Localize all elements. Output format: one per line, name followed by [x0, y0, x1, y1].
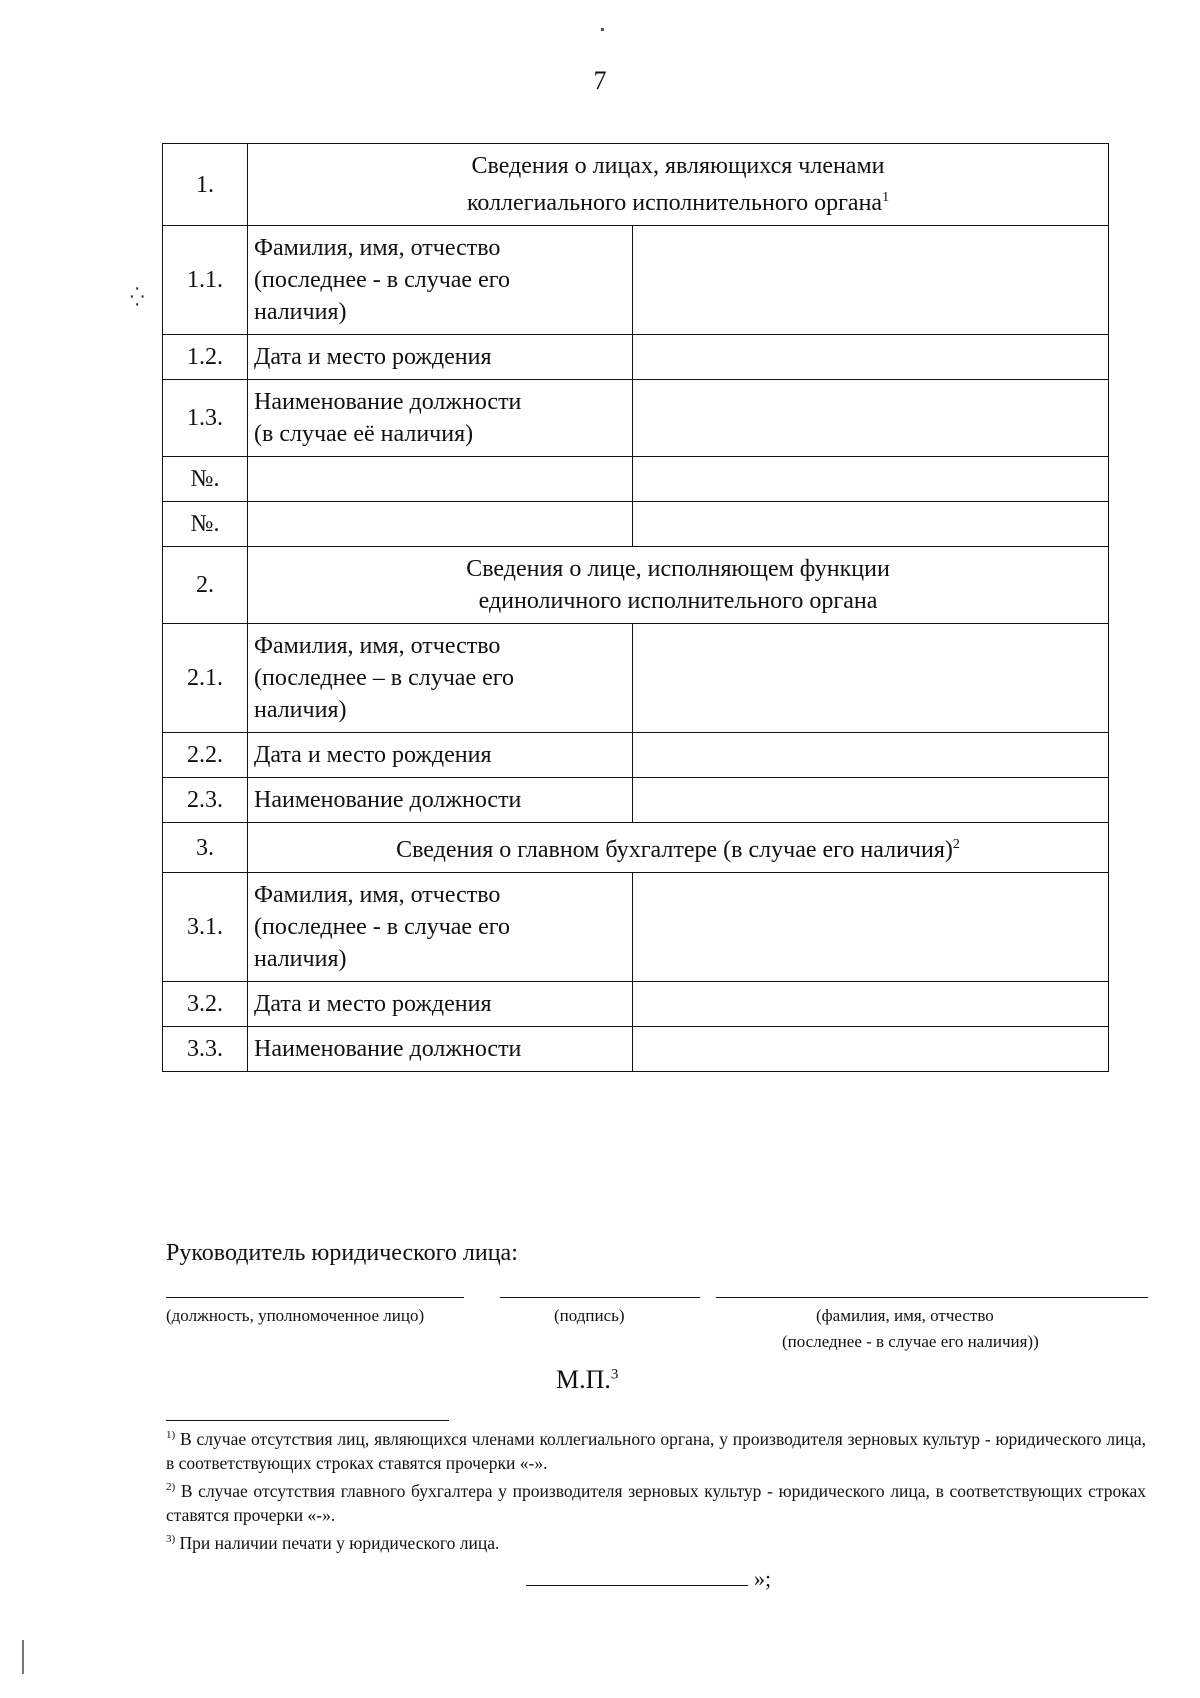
row-label	[248, 733, 633, 778]
value-cell[interactable]	[633, 335, 1109, 380]
row-label	[248, 335, 633, 380]
section-number: 2.	[163, 547, 248, 624]
section-title	[248, 547, 1109, 624]
head-title: Руководитель юридического лица:	[166, 1240, 518, 1266]
value-cell[interactable]	[633, 624, 1109, 733]
footnote-ref: 3	[610, 1366, 619, 1383]
row-label-line: наличия)	[254, 697, 347, 723]
table-row	[163, 380, 1109, 457]
footnote-text: В случае отсутствия лиц, являющихся членами коллегиального органа, у производителя зерновых культур - юридического лица, в соответствующих строках ставятся прочерки «-».	[166, 1428, 1147, 1473]
table-row	[163, 624, 1109, 733]
value-cell[interactable]	[633, 982, 1109, 1027]
section-title-line: Сведения о лице, исполняющем функции	[466, 556, 890, 582]
row-number: 1.1.	[163, 226, 248, 335]
value-cell[interactable]	[633, 733, 1109, 778]
section-title-line: коллегиального исполнительного органа	[466, 190, 883, 216]
row-label-line: Фамилия, имя, отчество	[254, 235, 501, 261]
row-label-line: Фамилия, имя, отчество	[254, 633, 501, 659]
value-cell[interactable]	[633, 502, 1109, 547]
row-label-line: Дата и место рождения	[254, 344, 492, 370]
row-number: 3.2.	[163, 982, 248, 1027]
row-label	[248, 380, 633, 457]
section-title	[248, 144, 1109, 226]
table-row	[163, 1027, 1109, 1072]
row-label-line: Фамилия, имя, отчество	[254, 882, 501, 908]
section-number: 3.	[163, 823, 248, 873]
row-label	[248, 226, 633, 335]
row-label-line: Дата и место рождения	[254, 742, 492, 768]
footnotes	[166, 1423, 1146, 1554]
stamp-label: М.П.	[556, 1365, 611, 1394]
signature-line[interactable]	[500, 1297, 700, 1298]
row-label-line: Наименование должности	[254, 389, 522, 415]
position-line[interactable]	[166, 1297, 464, 1298]
footnote-ref: 1	[882, 190, 890, 205]
table-row	[163, 226, 1109, 335]
value-cell[interactable]	[633, 226, 1109, 335]
footnote-text: При наличии печати у юридического лица.	[179, 1532, 500, 1553]
footnote	[166, 1423, 1146, 1475]
row-label[interactable]	[248, 502, 633, 547]
table-row	[163, 733, 1109, 778]
row-label-line: (последнее – в случае его	[254, 665, 514, 691]
row-number: 2.3.	[163, 778, 248, 823]
section-header-row	[163, 823, 1109, 873]
footnote-ref: 2	[952, 837, 960, 852]
value-cell[interactable]	[633, 1027, 1109, 1072]
closing-text: »;	[754, 1566, 772, 1591]
row-number: 1.3.	[163, 380, 248, 457]
row-label	[248, 982, 633, 1027]
row-label-line: Наименование должности	[254, 1036, 522, 1062]
table-row	[163, 982, 1109, 1027]
row-label-line: наличия)	[254, 946, 347, 972]
section-title-line: Сведения о главном бухгалтере (в случае его наличия)	[396, 837, 953, 863]
row-number: 2.1.	[163, 624, 248, 733]
row-label-line: (последнее - в случае его	[254, 267, 510, 293]
margin-scan-mark: ⁛	[130, 287, 145, 307]
name-line[interactable]	[716, 1297, 1148, 1298]
row-number: №.	[163, 502, 248, 547]
row-label-line: (последнее - в случае его	[254, 914, 510, 940]
row-label-line: наличия)	[254, 299, 347, 325]
row-label[interactable]	[248, 457, 633, 502]
footnote-mark: 1)	[166, 1429, 176, 1441]
name-caption: (последнее - в случае его наличия))	[782, 1332, 1039, 1351]
value-cell[interactable]	[633, 457, 1109, 502]
closing-blank-line	[526, 1567, 748, 1586]
row-label	[248, 873, 633, 982]
row-number: 3.1.	[163, 873, 248, 982]
page-number: 7	[593, 66, 607, 95]
name-caption: (фамилия, имя, отчество	[816, 1306, 994, 1325]
row-number: 2.2.	[163, 733, 248, 778]
value-cell[interactable]	[633, 778, 1109, 823]
closing-line	[526, 1566, 771, 1592]
table-row	[163, 335, 1109, 380]
section-title	[248, 823, 1109, 873]
section-title-line: единоличного исполнительного органа	[478, 588, 878, 614]
footnote	[166, 1527, 1146, 1555]
row-label-line: (в случае её наличия)	[254, 421, 474, 447]
info-table	[162, 143, 1109, 1072]
section-header-row	[163, 144, 1109, 226]
row-number: №.	[163, 457, 248, 502]
row-number: 1.2.	[163, 335, 248, 380]
footnote	[166, 1475, 1146, 1527]
row-label-line: Наименование должности	[254, 787, 522, 813]
value-cell[interactable]	[633, 873, 1109, 982]
scan-edge-mark	[22, 1640, 24, 1674]
table-row	[163, 873, 1109, 982]
row-label	[248, 1027, 633, 1072]
section-title-line: Сведения о лицах, являющихся членами	[471, 153, 885, 179]
footnote-text: В случае отсутствия главного бухгалтера у производителя зерновых культур - юридического лица, в соответствующих строках ставятся прочерки «-».	[166, 1480, 1147, 1525]
section-number: 1.	[163, 144, 248, 226]
row-label-line: Дата и место рождения	[254, 991, 492, 1017]
table-row	[163, 778, 1109, 823]
table-row	[163, 457, 1109, 502]
row-label	[248, 778, 633, 823]
value-cell[interactable]	[633, 380, 1109, 457]
footnote-separator	[166, 1420, 449, 1421]
footnote-mark: 2)	[166, 1480, 176, 1493]
position-caption: (должность, уполномоченное лицо)	[166, 1306, 425, 1325]
stamp-place	[556, 1365, 618, 1395]
section-header-row	[163, 547, 1109, 624]
row-label	[248, 624, 633, 733]
row-number: 3.3.	[163, 1027, 248, 1072]
table-row	[163, 502, 1109, 547]
footnote-mark: 3)	[166, 1532, 176, 1545]
scan-speck	[601, 28, 604, 31]
signature-caption: (подпись)	[554, 1306, 625, 1325]
